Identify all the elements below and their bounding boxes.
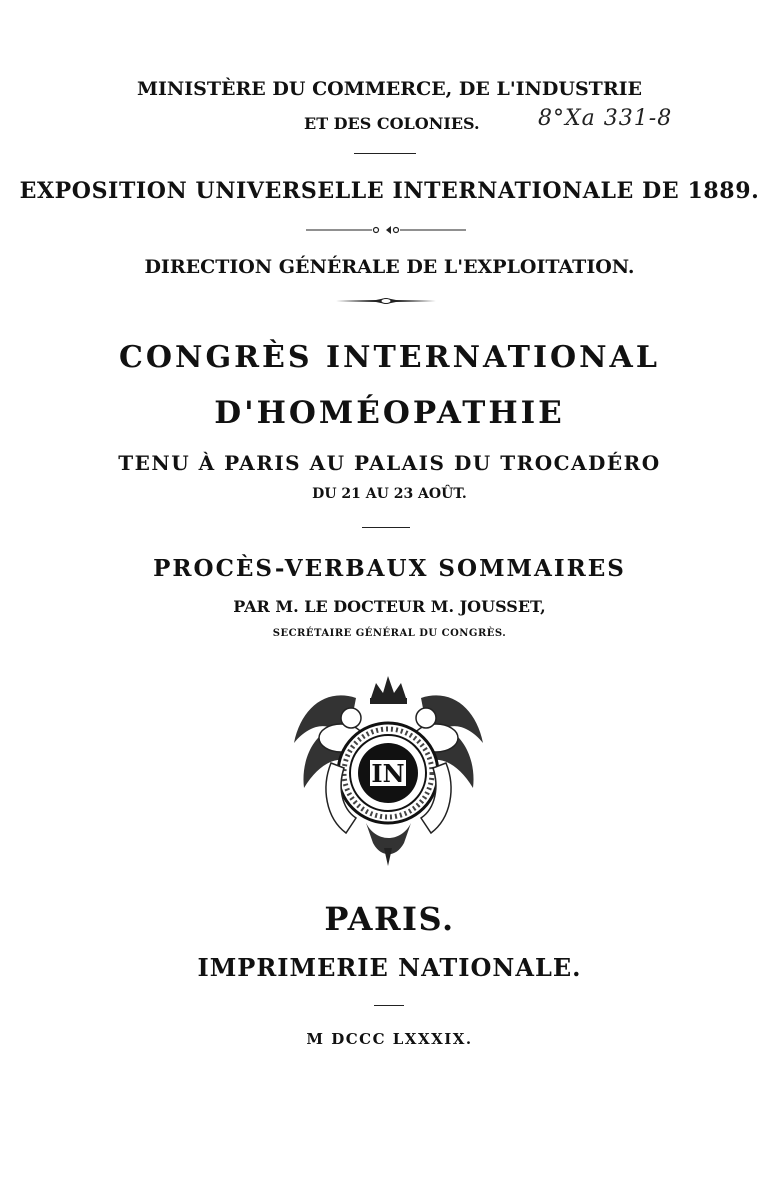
ornamental-rule-icon-2 — [336, 297, 436, 305]
congress-title-line-1: CONGRÈS INTERNATIONAL — [119, 340, 660, 375]
congress-location: TENU À PARIS AU PALAIS DU TROCADÉRO — [118, 451, 661, 475]
divider-rule-3 — [374, 1005, 404, 1006]
emblem-monogram: IN — [371, 759, 405, 788]
proceedings-author-role: SECRÉTAIRE GÉNÉRAL DU CONGRÈS. — [272, 628, 507, 639]
imprint-printer: IMPRIMERIE NATIONALE. — [197, 953, 582, 982]
ornamental-rule-icon — [306, 225, 466, 235]
exposition-title: EXPOSITION UNIVERSELLE INTERNATIONALE DE 1889. — [19, 178, 760, 204]
divider-rule-2 — [362, 527, 410, 528]
imprint-year: M DCCC LXXXIX. — [306, 1030, 473, 1048]
direction-title: DIRECTION GÉNÉRALE DE L'EXPLOITATION. — [144, 256, 635, 278]
imprimerie-nationale-emblem-icon — [286, 668, 491, 868]
ministry-line-2: ET DES COLONIES. — [304, 114, 480, 133]
proceedings-author: PAR M. LE DOCTEUR M. JOUSSET, — [233, 597, 546, 616]
ministry-line-1: MINISTÈRE DU COMMERCE, DE L'INDUSTRIE — [137, 78, 642, 100]
congress-dates: DU 21 AU 23 AOÛT. — [312, 486, 467, 502]
handwritten-call-mark: 8°Xa 331-8 — [538, 106, 673, 131]
imprint-city: PARIS. — [324, 900, 455, 938]
divider-rule-1 — [354, 153, 416, 154]
proceedings-title: PROCÈS-VERBAUX SOMMAIRES — [153, 555, 626, 582]
congress-title-line-2: D'HOMÉOPATHIE — [214, 395, 565, 431]
